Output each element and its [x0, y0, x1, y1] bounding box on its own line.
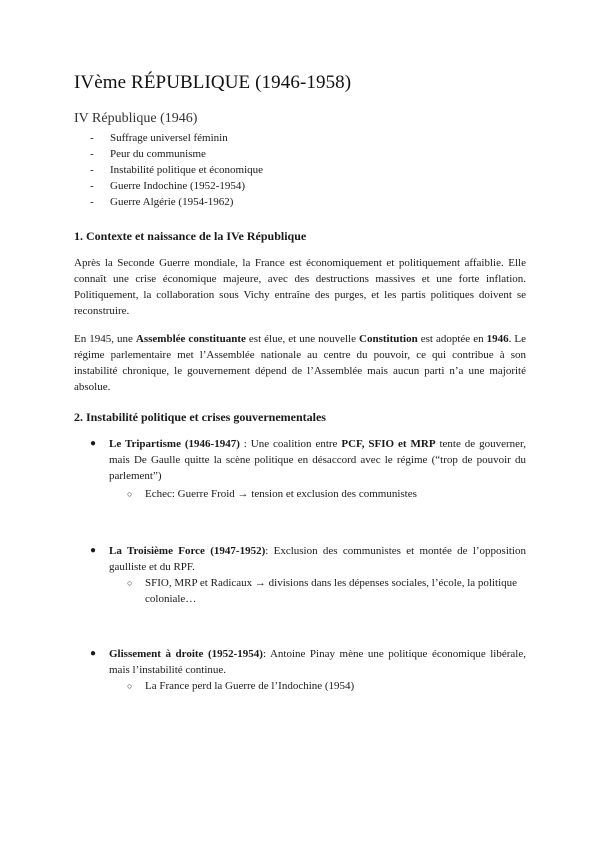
dash-marker: - — [90, 148, 94, 160]
section-2-heading: 2. Instabilité politique et crises gouvernementales — [74, 410, 326, 424]
list-item: - Instabilité politique et économique — [90, 164, 264, 176]
list-item: - Suffrage universel féminin — [90, 132, 228, 144]
bullet-marker: ● — [90, 438, 97, 449]
list-item: - Guerre Indochine (1952-1954) — [90, 180, 246, 192]
bullet-marker: ● — [90, 545, 97, 556]
intro-subtitle: IV République (1946) — [74, 111, 198, 126]
sub-bullet-item: ○ La France perd la Guerre de l’Indochine (1954) — [127, 680, 355, 692]
bullet-text: La Troisième Force (1947-1952): Exclusion des communistes et montée de l’opposition gaulliste et du RPF. — [109, 545, 526, 573]
section-1-paragraph-2: En 1945, une Assemblée constituante est élue, et une nouvelle Constitution est adoptée en 1946. Le régime parlementaire met l’Assemblée nationale au centre du pouvoir, ce qui contribue à son instabilité chronique, le gouvernement dépend de l’Assemblée mais aucun parti n’a une majorité absolue. — [74, 333, 526, 393]
sub-bullet-item: ○ Echec: Guerre Froid → tension et exclusion des communistes — [127, 488, 417, 500]
bullet-text: Le Tripartisme (1946-1947) : Une coalition entre PCF, SFIO et MRP tente de gouverner, mais De Gaulle quitte la scène politique en désaccord avec le régime (“trop de pouvoir du parlement”) — [109, 438, 526, 482]
circle-marker: ○ — [127, 681, 133, 691]
dash-marker: - — [90, 196, 94, 208]
list-item: - Guerre Algérie (1954-1962) — [90, 196, 234, 208]
dash-marker: - — [90, 132, 94, 144]
bullet-text: Glissement à droite (1952-1954): Antoine Pinay mène une politique économique libérale, mais l’instabilité continue. — [109, 648, 526, 676]
bullet-item-tripartisme — [90, 436, 526, 484]
dash-marker: - — [90, 164, 94, 176]
sub-bullet-item: ○ SFIO, MRP et Radicaux → divisions dans les dépenses sociales, l’école, la politique coloniale… — [127, 577, 518, 605]
section-1-paragraph-1: Après la Seconde Guerre mondiale, la France est économiquement et politiquement affaiblie. Elle connaît une crise économique majeure, avec des destructions massives et une forte inflation. Politiquement, la collaboration sous Vichy entraîne des purges, et les partis politiques doivent se reconstruire. — [74, 257, 526, 317]
page-title: IVème RÉPUBLIQUE (1946-1958) — [74, 72, 352, 93]
bullet-item-glissement-droite — [90, 646, 526, 678]
bullet-item-troisieme-force — [90, 543, 526, 575]
section-1-heading: 1. Contexte et naissance de la IVe République — [74, 229, 307, 243]
dash-marker: - — [90, 180, 94, 192]
circle-marker: ○ — [127, 489, 133, 499]
list-item: - Peur du communisme — [90, 148, 206, 160]
circle-marker: ○ — [127, 578, 133, 588]
intro-list — [90, 130, 263, 210]
bullet-marker: ● — [90, 648, 97, 659]
